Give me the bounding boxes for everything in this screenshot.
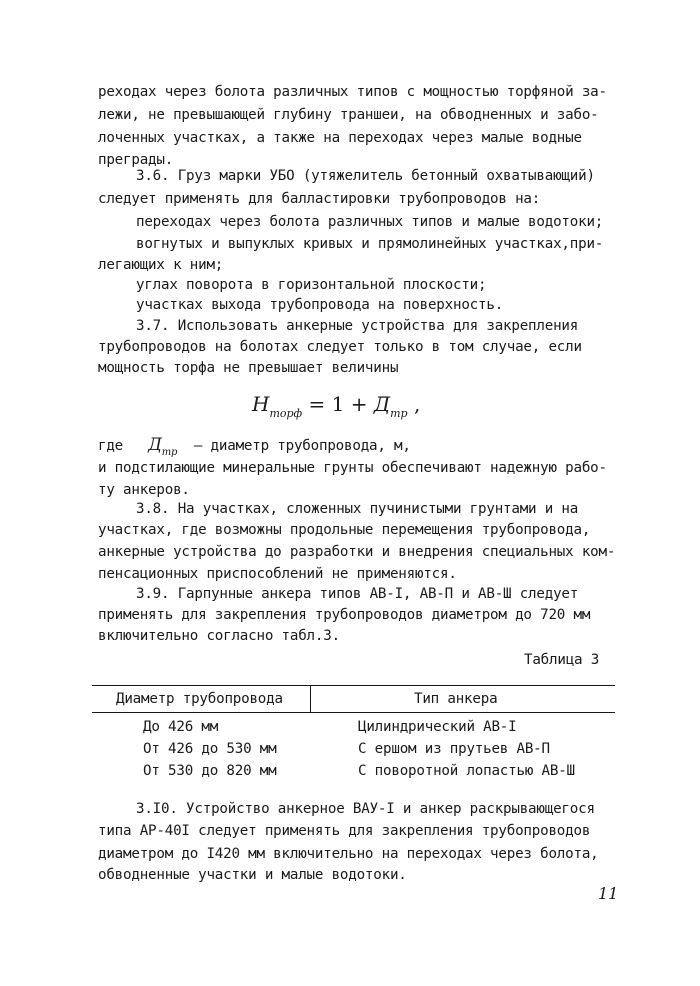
clause-3-10-title: 3.I0. Устройство анкерное ВАУ-I и анкер раскрывающегося xyxy=(136,801,595,817)
text-line-16: и подстилающие минеральные грунты обеспечивают надежную рабо- xyxy=(98,460,607,476)
text-line-20: анкерные устройства до разработки и внедрения специальных ком- xyxy=(98,544,616,560)
formula-lhs-sub: торф xyxy=(269,407,303,420)
text-line-4: преграды. xyxy=(98,152,174,168)
table-cell-anchor: Цилиндрический АВ-I xyxy=(358,719,517,735)
list-item-angles: углах поворота в горизонтальной плоскости; xyxy=(136,277,487,293)
text-line-21: пенсационных приспособлений не применяются. xyxy=(98,566,457,582)
list-item-bogs: переходах через болота различных типов и малые водотоки; xyxy=(136,214,604,230)
table-header-diameter: Диаметр трубопровода xyxy=(116,691,283,707)
text-line-13: трубопроводов на болотах следует только в том случае, если xyxy=(98,339,582,355)
dtr-symbol: $Д_{тр}$ xyxy=(148,435,178,458)
text-line-19: участках, где возможны продольные перемещения трубопровода, xyxy=(98,522,591,538)
text-line-3: лоченных участках, а также на переходах через малые водные xyxy=(98,130,582,146)
table-cell-diameter: До 426 мм xyxy=(143,719,219,735)
table-header-anchor-type: Тип анкера xyxy=(414,691,498,707)
table-caption: Таблица 3 xyxy=(524,652,600,668)
text-line-2: лежи, не превышающей глубину траншеи, на обводненных и забо- xyxy=(98,107,599,123)
text-line-9: легающих к ним; xyxy=(98,257,224,273)
text-line-23: применять для закрепления трубопроводов диаметром до 720 мм xyxy=(98,607,591,623)
formula-rhs-sub: тр xyxy=(390,407,408,420)
clause-3-9-title: 3.9. Гарпунные анкера типов АВ-I, АВ-П и АВ-Ш следует xyxy=(136,586,579,602)
clause-3-7-title: 3.7. Использовать анкерные устройства для закрепления xyxy=(136,318,579,334)
clause-3-8-title: 3.8. На участках, сложенных пучинистыми грунтами и на xyxy=(136,501,579,517)
table-top-rule xyxy=(92,685,615,686)
clause-3-6-title: 3.6. Груз марки УБО (утяжелитель бетонный охватывающий) xyxy=(136,168,595,184)
list-item-exit: участках выхода трубопровода на поверхность. xyxy=(136,297,504,313)
list-item-curves: вогнутых и выпуклых кривых и прямолинейных участках,при- xyxy=(136,236,604,252)
text-line-28: обводненные участки и малые водотоки. xyxy=(98,867,407,883)
table-header-divider xyxy=(310,685,311,712)
table-cell-anchor: С ершом из прутьев АВ-П xyxy=(358,741,550,757)
page-number: 11 xyxy=(598,884,619,903)
formula-peat-thickness xyxy=(252,392,420,420)
formula-lhs: H xyxy=(252,392,270,416)
text-line-14: мощность торфа не превышает величины xyxy=(98,360,399,376)
table-header-rule xyxy=(92,712,615,713)
text-line-17: ту анкеров. xyxy=(98,482,190,498)
table-cell-anchor: С поворотной лопастью АВ-Ш xyxy=(358,763,575,779)
formula-legend-prefix: где xyxy=(98,438,124,454)
text-line-1: реходах через болота различных типов с мощностью торфяной за- xyxy=(98,84,607,100)
formula-mid: = 1 + xyxy=(302,392,374,416)
table-cell-diameter: От 426 до 530 мм xyxy=(143,741,277,757)
formula-rhs: Д xyxy=(373,392,391,416)
table-cell-diameter: От 530 до 820 мм xyxy=(143,763,277,779)
text-line-27: диаметром до I420 мм включительно на переходах через болота, xyxy=(98,846,599,862)
formula-legend-suffix: – диаметр трубопровода, м, xyxy=(193,438,411,454)
text-line-6: следует применять для балластировки трубопроводов на: xyxy=(98,191,541,207)
text-line-26: типа АР-40I следует применять для закрепления трубопроводов xyxy=(98,823,591,839)
formula-tail: , xyxy=(407,392,421,416)
text-line-24: включительно согласно табл.3. xyxy=(98,628,340,644)
